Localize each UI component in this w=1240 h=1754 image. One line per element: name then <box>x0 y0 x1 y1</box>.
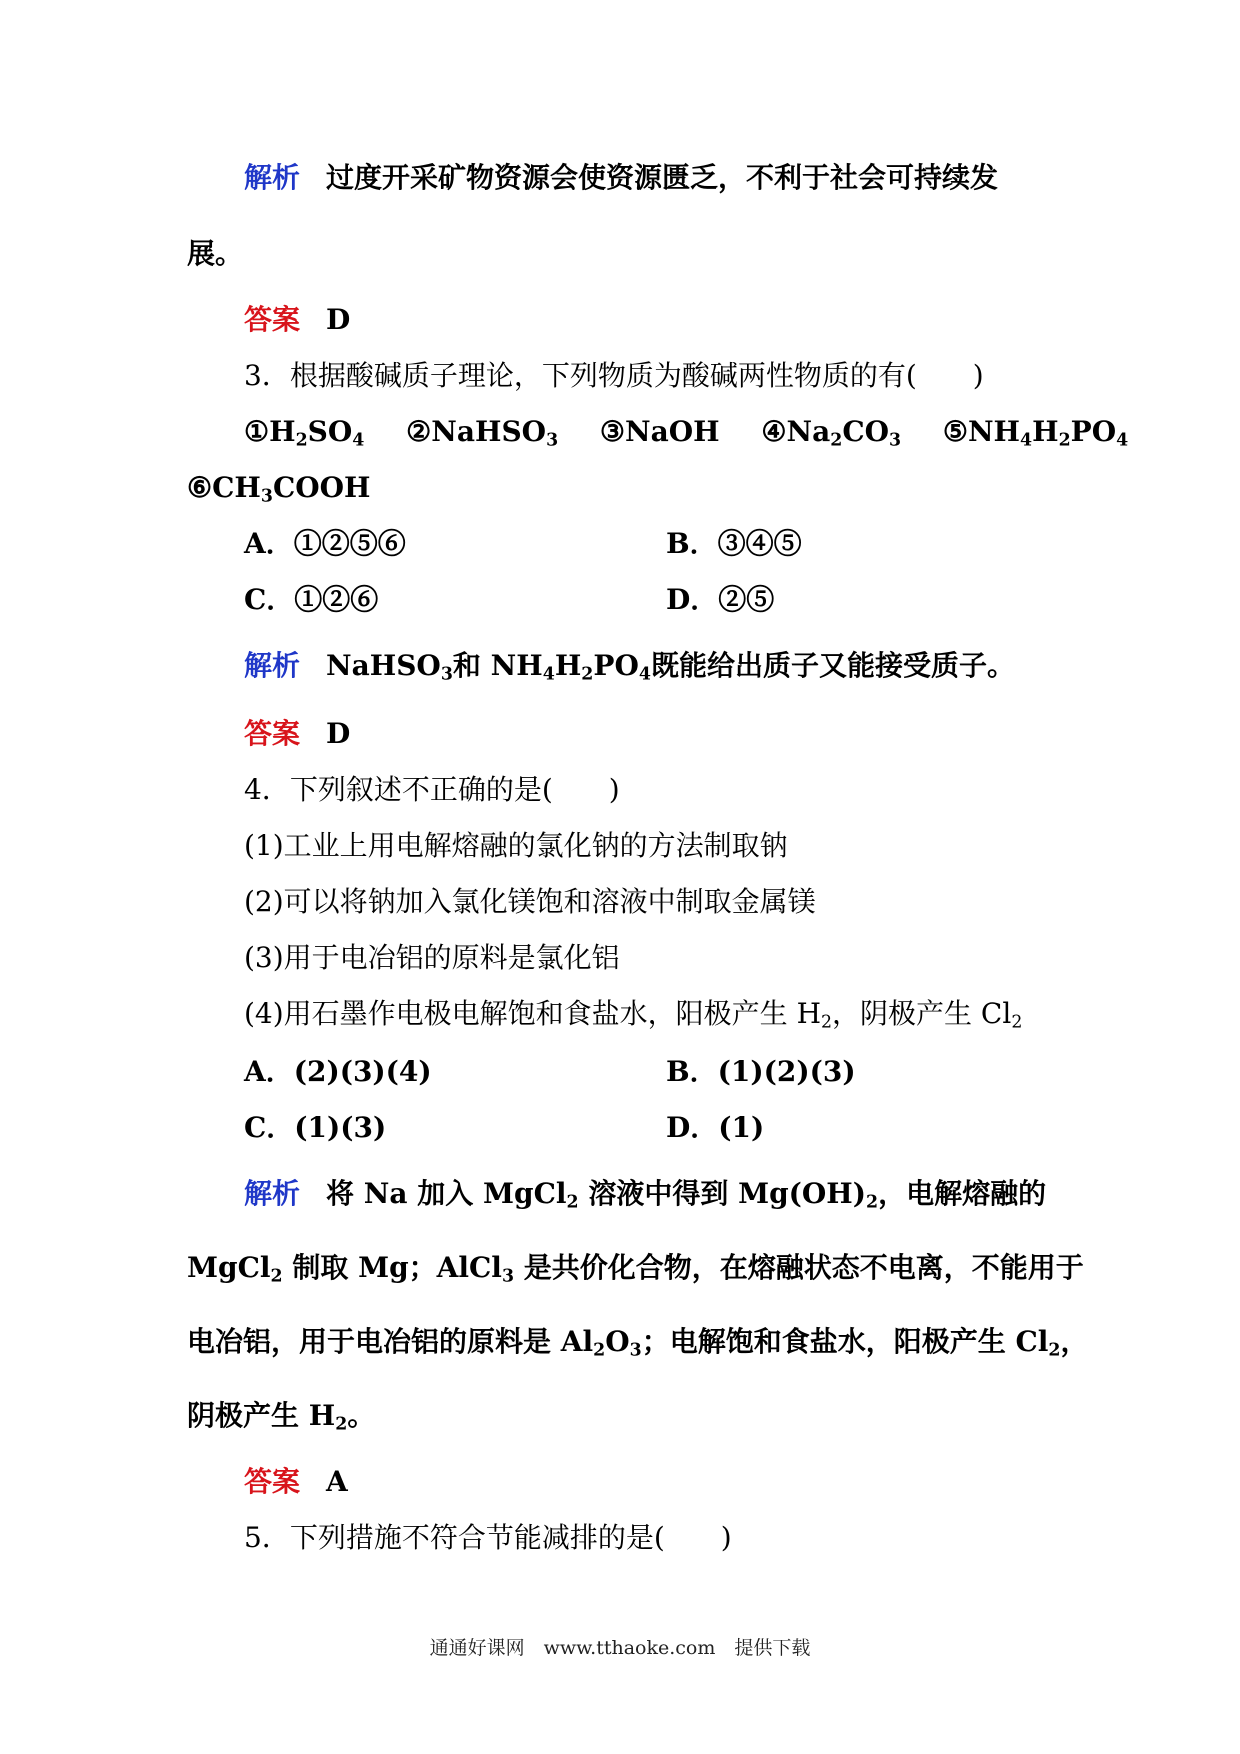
q3-item-4: $④Na_2CO_3$ <box>761 415 902 451</box>
answer-label: 答案 <box>244 1465 301 1498</box>
q2-analysis-line2: 展。 <box>187 237 244 270</box>
q3-option-a: A．①②⑤⑥ <box>244 527 406 560</box>
q4-answer <box>244 1464 348 1500</box>
q4-statement-4: (4)用石墨作电极电解饱和食盐水，阳极产生 $H_2$，阴极产生 $Cl_2$ <box>244 997 1023 1033</box>
answer-label: 答案 <box>244 717 301 750</box>
q4-analysis-line4: 阴极产生 $H_2$。 <box>187 1399 376 1435</box>
analysis-label: 解析 <box>244 1177 301 1210</box>
q3-item-2: ②NaHSO$_3$ <box>406 415 559 451</box>
q3-answer <box>244 716 350 752</box>
q4-stem: 4．下列叙述不正确的是( ) <box>244 773 620 806</box>
q3-stem: 3．根据酸碱质子理论，下列物质为酸碱两性物质的有( ) <box>244 359 984 392</box>
q4-option-d: D．(1) <box>666 1111 765 1144</box>
analysis-text: 过度开采矿物资源会使资源匮乏，不利于社会可持续发 <box>326 161 999 194</box>
q4-statement-2: (2)可以将钠加入氯化镁饱和溶液中制取金属镁 <box>244 885 816 918</box>
q3-item-3: ③NaOH <box>599 415 720 448</box>
page-footer: 通通好课网 www.tthaoke.com 提供下载 <box>429 1637 811 1659</box>
q3-items-line1 <box>244 414 1128 450</box>
answer-value: D <box>326 717 351 750</box>
q2-answer <box>244 302 350 338</box>
q5-stem: 5．下列措施不符合节能减排的是( ) <box>244 1521 732 1554</box>
q3-item-1: $①H_2SO_4$ <box>244 415 365 451</box>
analysis-label: 解析 <box>244 649 301 682</box>
q2-analysis-line1 <box>244 160 998 196</box>
q3-item-5: $⑤NH_4H_2PO_4$ <box>942 415 1129 451</box>
q3-option-b: B．③④⑤ <box>666 527 802 560</box>
q3-item-6: $⑥CH_3COOH$ <box>187 471 371 507</box>
q3-items-line2 <box>187 470 370 506</box>
q4-option-b: B．(1)(2)(3) <box>666 1055 856 1088</box>
q3-analysis: 解析 NaHSO$_3$和 $NH_4H_2PO_4$既能给出质子又能接受质子。 <box>244 649 1015 685</box>
q3-option-c: C．①②⑥ <box>244 583 379 616</box>
answer-label: 答案 <box>244 303 301 336</box>
q4-analysis-line2: MgCl$_2$ 制取 Mg；AlCl$_3$ 是共价化合物，在熔融状态不电离，不能用于 <box>187 1251 1084 1287</box>
answer-value: A <box>326 1465 348 1498</box>
q4-analysis-line1: 解析 将 Na 加入 MgCl$_2$ 溶液中得到 $Mg(OH)_2$，电解熔融的 <box>244 1177 1047 1213</box>
q4-analysis-line3: 电冶铝，用于电冶铝的原料是 $Al_2O_3$；电解饱和食盐水，阳极产生 $Cl_2$， <box>187 1325 1089 1361</box>
q4-statement-1: (1)工业上用电解熔融的氯化钠的方法制取钠 <box>244 829 788 862</box>
q4-option-a: A．(2)(3)(4) <box>244 1055 432 1088</box>
analysis-label: 解析 <box>244 161 301 194</box>
answer-value: D <box>326 303 351 336</box>
q4-statement-3: (3)用于电冶铝的原料是氯化铝 <box>244 941 620 974</box>
q4-option-c: C．(1)(3) <box>244 1111 387 1144</box>
q3-option-d: D．②⑤ <box>666 583 775 616</box>
